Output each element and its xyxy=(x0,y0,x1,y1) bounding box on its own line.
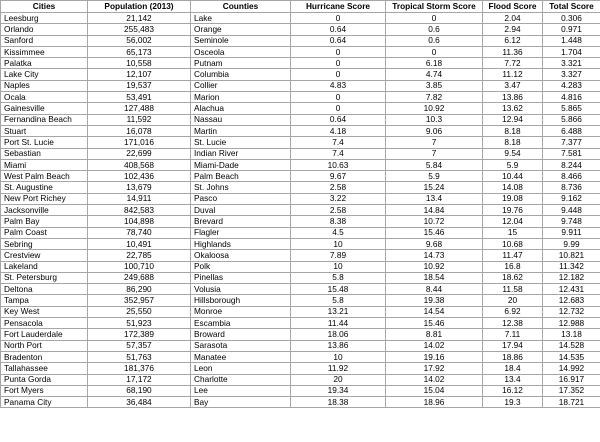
table-row xyxy=(1,92,600,103)
city-cell: Fort Lauderdale xyxy=(1,329,88,340)
population-cell: 51,923 xyxy=(88,318,191,329)
total-score-cell: 4.283 xyxy=(543,80,600,91)
tropical-storm-score-cell: 15.46 xyxy=(386,227,483,238)
tropical-storm-score-cell: 0 xyxy=(386,46,483,57)
total-score-cell: 7.581 xyxy=(543,148,600,159)
tropical-storm-score-cell: 3.85 xyxy=(386,80,483,91)
total-score-cell: 14.535 xyxy=(543,351,600,362)
table-row xyxy=(1,58,600,69)
flood-score-cell: 6.92 xyxy=(483,306,543,317)
hurricane-score-cell: 0.64 xyxy=(291,35,386,46)
city-cell: Leesburg xyxy=(1,13,88,24)
population-cell: 22,699 xyxy=(88,148,191,159)
flood-score-cell: 11.58 xyxy=(483,284,543,295)
city-cell: Miami xyxy=(1,159,88,170)
header-counties: Counties xyxy=(191,1,291,13)
tropical-storm-score-cell: 15.46 xyxy=(386,318,483,329)
header-tropical-storm-score: Tropical Storm Score xyxy=(386,1,483,13)
hurricane-score-cell: 18.06 xyxy=(291,329,386,340)
city-cell: Pensacola xyxy=(1,318,88,329)
county-cell: Duval xyxy=(191,205,291,216)
county-cell: Bay xyxy=(191,397,291,408)
tropical-storm-score-cell: 7 xyxy=(386,137,483,148)
flood-score-cell: 11.12 xyxy=(483,69,543,80)
county-cell: Monroe xyxy=(191,306,291,317)
hurricane-score-cell: 7.4 xyxy=(291,148,386,159)
tropical-storm-score-cell: 0 xyxy=(386,13,483,24)
population-cell: 13,679 xyxy=(88,182,191,193)
table-row xyxy=(1,227,600,238)
population-cell: 10,491 xyxy=(88,238,191,249)
city-cell: Bradenton xyxy=(1,351,88,362)
hurricane-score-cell: 11.92 xyxy=(291,363,386,374)
tropical-storm-score-cell: 18.54 xyxy=(386,272,483,283)
total-score-cell: 5.866 xyxy=(543,114,600,125)
total-score-cell: 0.971 xyxy=(543,24,600,35)
city-cell: Gainesville xyxy=(1,103,88,114)
total-score-cell: 5.865 xyxy=(543,103,600,114)
tropical-storm-score-cell: 9.68 xyxy=(386,238,483,249)
total-score-cell: 1.704 xyxy=(543,46,600,57)
tropical-storm-score-cell: 5.9 xyxy=(386,171,483,182)
county-cell: Putnam xyxy=(191,58,291,69)
county-cell: Martin xyxy=(191,125,291,136)
total-score-cell: 9.911 xyxy=(543,227,600,238)
population-cell: 171,016 xyxy=(88,137,191,148)
table-row xyxy=(1,272,600,283)
population-cell: 51,763 xyxy=(88,351,191,362)
city-cell: Deltona xyxy=(1,284,88,295)
county-cell: Hillsborough xyxy=(191,295,291,306)
city-cell: Crestview xyxy=(1,250,88,261)
flood-score-cell: 12.94 xyxy=(483,114,543,125)
city-cell: Lakeland xyxy=(1,261,88,272)
table-row xyxy=(1,80,600,91)
county-cell: Pasco xyxy=(191,193,291,204)
tropical-storm-score-cell: 8.81 xyxy=(386,329,483,340)
total-score-cell: 14.528 xyxy=(543,340,600,351)
table-row xyxy=(1,374,600,385)
county-cell: Lake xyxy=(191,13,291,24)
total-score-cell: 8.736 xyxy=(543,182,600,193)
tropical-storm-score-cell: 6.18 xyxy=(386,58,483,69)
county-cell: Osceola xyxy=(191,46,291,57)
table-row xyxy=(1,159,600,170)
population-cell: 181,376 xyxy=(88,363,191,374)
table-row xyxy=(1,295,600,306)
table-row xyxy=(1,216,600,227)
population-cell: 19,537 xyxy=(88,80,191,91)
population-cell: 56,002 xyxy=(88,35,191,46)
flood-score-cell: 18.62 xyxy=(483,272,543,283)
city-cell: Panama City xyxy=(1,397,88,408)
population-cell: 16,078 xyxy=(88,125,191,136)
city-cell: Naples xyxy=(1,80,88,91)
table-row xyxy=(1,35,600,46)
hurricane-score-cell: 0 xyxy=(291,58,386,69)
table-row xyxy=(1,69,600,80)
county-cell: Polk xyxy=(191,261,291,272)
hurricane-score-cell: 15.48 xyxy=(291,284,386,295)
table-row xyxy=(1,385,600,396)
table-row xyxy=(1,261,600,272)
total-score-cell: 12.683 xyxy=(543,295,600,306)
flood-score-cell: 17.94 xyxy=(483,340,543,351)
city-cell: Tallahassee xyxy=(1,363,88,374)
city-cell: Jacksonville xyxy=(1,205,88,216)
flood-score-cell: 7.11 xyxy=(483,329,543,340)
total-score-cell: 6.488 xyxy=(543,125,600,136)
county-cell: Nassau xyxy=(191,114,291,125)
tropical-storm-score-cell: 10.92 xyxy=(386,261,483,272)
flood-score-cell: 18.86 xyxy=(483,351,543,362)
population-cell: 78,740 xyxy=(88,227,191,238)
total-score-cell: 8.466 xyxy=(543,171,600,182)
total-score-cell: 13.18 xyxy=(543,329,600,340)
hurricane-score-cell: 11.44 xyxy=(291,318,386,329)
hurricane-score-cell: 0 xyxy=(291,13,386,24)
table-row xyxy=(1,205,600,216)
city-cell: Lake City xyxy=(1,69,88,80)
population-cell: 36,484 xyxy=(88,397,191,408)
table-row xyxy=(1,137,600,148)
flood-score-cell: 6.12 xyxy=(483,35,543,46)
city-cell: Palm Bay xyxy=(1,216,88,227)
hurricane-score-cell: 18.38 xyxy=(291,397,386,408)
county-cell: Broward xyxy=(191,329,291,340)
table-row xyxy=(1,13,600,24)
population-cell: 127,488 xyxy=(88,103,191,114)
city-cell: Tampa xyxy=(1,295,88,306)
population-cell: 842,583 xyxy=(88,205,191,216)
hurricane-score-cell: 2.58 xyxy=(291,205,386,216)
hurricane-score-cell: 7.4 xyxy=(291,137,386,148)
total-score-cell: 3.321 xyxy=(543,58,600,69)
city-cell: St. Petersburg xyxy=(1,272,88,283)
flood-score-cell: 12.38 xyxy=(483,318,543,329)
hurricane-score-cell: 13.86 xyxy=(291,340,386,351)
city-cell: West Palm Beach xyxy=(1,171,88,182)
county-cell: Highlands xyxy=(191,238,291,249)
tropical-storm-score-cell: 15.04 xyxy=(386,385,483,396)
header-population: Population (2013) xyxy=(88,1,191,13)
hurricane-score-cell: 0.64 xyxy=(291,114,386,125)
flood-score-cell: 15 xyxy=(483,227,543,238)
table-row xyxy=(1,125,600,136)
population-cell: 25,550 xyxy=(88,306,191,317)
table-row xyxy=(1,340,600,351)
city-cell: Orlando xyxy=(1,24,88,35)
county-cell: Marion xyxy=(191,92,291,103)
total-score-cell: 9.748 xyxy=(543,216,600,227)
total-score-cell: 1.448 xyxy=(543,35,600,46)
hurricane-score-cell: 0 xyxy=(291,103,386,114)
total-score-cell: 9.162 xyxy=(543,193,600,204)
county-cell: Columbia xyxy=(191,69,291,80)
table-row xyxy=(1,318,600,329)
city-cell: Punta Gorda xyxy=(1,374,88,385)
tropical-storm-score-cell: 10.92 xyxy=(386,103,483,114)
tropical-storm-score-cell: 19.38 xyxy=(386,295,483,306)
tropical-storm-score-cell: 15.24 xyxy=(386,182,483,193)
city-cell: Ocala xyxy=(1,92,88,103)
county-cell: Orange xyxy=(191,24,291,35)
population-cell: 12,107 xyxy=(88,69,191,80)
hurricane-score-cell: 4.18 xyxy=(291,125,386,136)
tropical-storm-score-cell: 0.6 xyxy=(386,24,483,35)
hurricane-score-cell: 0 xyxy=(291,92,386,103)
total-score-cell: 0.306 xyxy=(543,13,600,24)
hurricane-score-cell: 2.58 xyxy=(291,182,386,193)
flood-score-cell: 11.47 xyxy=(483,250,543,261)
total-score-cell: 16.917 xyxy=(543,374,600,385)
city-cell: Stuart xyxy=(1,125,88,136)
county-cell: St. Lucie xyxy=(191,137,291,148)
hurricane-score-cell: 10.63 xyxy=(291,159,386,170)
hurricane-score-cell: 5.8 xyxy=(291,295,386,306)
hurricane-score-cell: 5.8 xyxy=(291,272,386,283)
total-score-cell: 12.431 xyxy=(543,284,600,295)
flood-score-cell: 12.04 xyxy=(483,216,543,227)
city-cell: Fort Myers xyxy=(1,385,88,396)
county-cell: Escambia xyxy=(191,318,291,329)
population-cell: 65,173 xyxy=(88,46,191,57)
flood-score-cell: 8.18 xyxy=(483,137,543,148)
tropical-storm-score-cell: 14.84 xyxy=(386,205,483,216)
hurricane-score-cell: 8.38 xyxy=(291,216,386,227)
table-row xyxy=(1,238,600,249)
county-cell: Collier xyxy=(191,80,291,91)
flood-score-cell: 13.62 xyxy=(483,103,543,114)
tropical-storm-score-cell: 14.73 xyxy=(386,250,483,261)
tropical-storm-score-cell: 10.3 xyxy=(386,114,483,125)
flood-score-cell: 2.04 xyxy=(483,13,543,24)
tropical-storm-score-cell: 14.54 xyxy=(386,306,483,317)
hurricane-score-cell: 0 xyxy=(291,46,386,57)
city-cell: Sebring xyxy=(1,238,88,249)
population-cell: 68,190 xyxy=(88,385,191,396)
table-row xyxy=(1,193,600,204)
total-score-cell: 3.327 xyxy=(543,69,600,80)
table-row xyxy=(1,24,600,35)
hurricane-score-cell: 10 xyxy=(291,351,386,362)
tropical-storm-score-cell: 4.74 xyxy=(386,69,483,80)
tropical-storm-score-cell: 9.06 xyxy=(386,125,483,136)
flood-score-cell: 11.36 xyxy=(483,46,543,57)
tropical-storm-score-cell: 18.96 xyxy=(386,397,483,408)
tropical-storm-score-cell: 17.92 xyxy=(386,363,483,374)
total-score-cell: 12.732 xyxy=(543,306,600,317)
flood-score-cell: 18.4 xyxy=(483,363,543,374)
table-row xyxy=(1,250,600,261)
hurricane-score-cell: 3.22 xyxy=(291,193,386,204)
county-cell: Miami-Dade xyxy=(191,159,291,170)
population-cell: 10,558 xyxy=(88,58,191,69)
population-cell: 22,785 xyxy=(88,250,191,261)
tropical-storm-score-cell: 7 xyxy=(386,148,483,159)
header-cities: Cities xyxy=(1,1,88,13)
table-row xyxy=(1,351,600,362)
city-cell: St. Augustine xyxy=(1,182,88,193)
hurricane-score-cell: 7.89 xyxy=(291,250,386,261)
table-row xyxy=(1,397,600,408)
county-cell: Seminole xyxy=(191,35,291,46)
table-row xyxy=(1,182,600,193)
flood-score-cell: 7.72 xyxy=(483,58,543,69)
tropical-storm-score-cell: 7.82 xyxy=(386,92,483,103)
county-cell: Palm Beach xyxy=(191,171,291,182)
city-cell: North Port xyxy=(1,340,88,351)
city-cell: Palm Coast xyxy=(1,227,88,238)
total-score-cell: 17.352 xyxy=(543,385,600,396)
total-score-cell: 8.244 xyxy=(543,159,600,170)
table-row xyxy=(1,306,600,317)
hurricane-score-cell: 0 xyxy=(291,69,386,80)
flood-score-cell: 16.12 xyxy=(483,385,543,396)
population-cell: 53,491 xyxy=(88,92,191,103)
county-cell: Indian River xyxy=(191,148,291,159)
population-cell: 249,688 xyxy=(88,272,191,283)
total-score-cell: 14.992 xyxy=(543,363,600,374)
city-cell: New Port Richey xyxy=(1,193,88,204)
flood-score-cell: 13.4 xyxy=(483,374,543,385)
county-cell: Alachua xyxy=(191,103,291,114)
city-cell: Sanford xyxy=(1,35,88,46)
population-cell: 408,568 xyxy=(88,159,191,170)
hurricane-score-cell: 0.64 xyxy=(291,24,386,35)
population-cell: 172,389 xyxy=(88,329,191,340)
city-cell: Palatka xyxy=(1,58,88,69)
hurricane-score-cell: 10 xyxy=(291,238,386,249)
flood-score-cell: 2.94 xyxy=(483,24,543,35)
table-row xyxy=(1,148,600,159)
population-cell: 352,957 xyxy=(88,295,191,306)
total-score-cell: 4.816 xyxy=(543,92,600,103)
county-cell: St. Johns xyxy=(191,182,291,193)
county-cell: Manatee xyxy=(191,351,291,362)
table-row xyxy=(1,103,600,114)
population-cell: 86,290 xyxy=(88,284,191,295)
flood-score-cell: 16.8 xyxy=(483,261,543,272)
city-cell: Key West xyxy=(1,306,88,317)
county-cell: Volusia xyxy=(191,284,291,295)
flood-score-cell: 3.47 xyxy=(483,80,543,91)
flood-score-cell: 19.3 xyxy=(483,397,543,408)
population-cell: 57,357 xyxy=(88,340,191,351)
city-cell: Fernandina Beach xyxy=(1,114,88,125)
total-score-cell: 18.721 xyxy=(543,397,600,408)
flood-score-cell: 8.18 xyxy=(483,125,543,136)
tropical-storm-score-cell: 5.84 xyxy=(386,159,483,170)
flood-score-cell: 10.44 xyxy=(483,171,543,182)
tropical-storm-score-cell: 10.72 xyxy=(386,216,483,227)
county-cell: Lee xyxy=(191,385,291,396)
total-score-cell: 12.988 xyxy=(543,318,600,329)
table-row xyxy=(1,171,600,182)
hurricane-score-cell: 4.5 xyxy=(291,227,386,238)
population-cell: 11,592 xyxy=(88,114,191,125)
flood-score-cell: 14.08 xyxy=(483,182,543,193)
city-cell: Sebastian xyxy=(1,148,88,159)
flood-score-cell: 10.68 xyxy=(483,238,543,249)
header-flood-score: Flood Score xyxy=(483,1,543,13)
total-score-cell: 11.342 xyxy=(543,261,600,272)
header-hurricane-score: Hurricane Score xyxy=(291,1,386,13)
county-cell: Pinellas xyxy=(191,272,291,283)
county-cell: Flagler xyxy=(191,227,291,238)
population-cell: 102,436 xyxy=(88,171,191,182)
table-body xyxy=(1,13,600,408)
total-score-cell: 7.377 xyxy=(543,137,600,148)
flood-score-cell: 20 xyxy=(483,295,543,306)
population-cell: 255,483 xyxy=(88,24,191,35)
hurricane-score-cell: 9.67 xyxy=(291,171,386,182)
city-cell: Port St. Lucie xyxy=(1,137,88,148)
header-row xyxy=(1,1,600,13)
table-row xyxy=(1,329,600,340)
population-cell: 21,142 xyxy=(88,13,191,24)
county-cell: Brevard xyxy=(191,216,291,227)
tropical-storm-score-cell: 14.02 xyxy=(386,374,483,385)
flood-score-cell: 19.76 xyxy=(483,205,543,216)
table-row xyxy=(1,363,600,374)
table-row xyxy=(1,284,600,295)
tropical-storm-score-cell: 8.44 xyxy=(386,284,483,295)
hurricane-score-cell: 4.83 xyxy=(291,80,386,91)
population-cell: 100,710 xyxy=(88,261,191,272)
tropical-storm-score-cell: 14.02 xyxy=(386,340,483,351)
total-score-cell: 12.182 xyxy=(543,272,600,283)
population-cell: 14,911 xyxy=(88,193,191,204)
tropical-storm-score-cell: 13.4 xyxy=(386,193,483,204)
table-row xyxy=(1,114,600,125)
hurricane-score-cell: 20 xyxy=(291,374,386,385)
hurricane-score-cell: 13.21 xyxy=(291,306,386,317)
population-cell: 17,172 xyxy=(88,374,191,385)
city-cell: Kissimmee xyxy=(1,46,88,57)
tropical-storm-score-cell: 0.6 xyxy=(386,35,483,46)
total-score-cell: 10.821 xyxy=(543,250,600,261)
hurricane-score-cell: 10 xyxy=(291,261,386,272)
total-score-cell: 9.448 xyxy=(543,205,600,216)
table-row xyxy=(1,46,600,57)
flood-score-cell: 19.08 xyxy=(483,193,543,204)
county-cell: Sarasota xyxy=(191,340,291,351)
flood-score-cell: 9.54 xyxy=(483,148,543,159)
flood-score-cell: 13.86 xyxy=(483,92,543,103)
tropical-storm-score-cell: 19.16 xyxy=(386,351,483,362)
county-cell: Leon xyxy=(191,363,291,374)
population-cell: 104,898 xyxy=(88,216,191,227)
flood-score-cell: 5.9 xyxy=(483,159,543,170)
total-score-cell: 9.99 xyxy=(543,238,600,249)
county-cell: Charlotte xyxy=(191,374,291,385)
county-cell: Okaloosa xyxy=(191,250,291,261)
header-total-score: Total Score xyxy=(543,1,600,13)
hurricane-score-cell: 19.34 xyxy=(291,385,386,396)
